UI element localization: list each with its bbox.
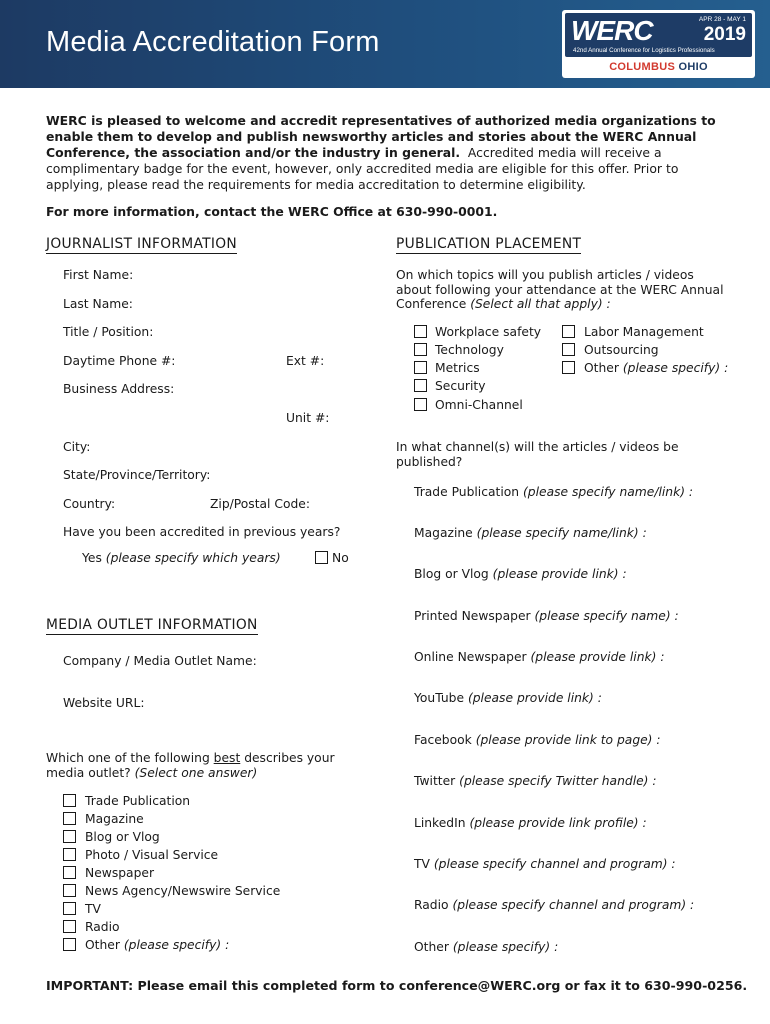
ext-label: Ext #:	[286, 354, 325, 368]
channel-label: Blog or Vlog	[414, 567, 489, 581]
topics-q-text: On which topics will you publish articles / videos about following your attendance at the WERC Annual Conference	[396, 268, 724, 311]
channel-note: (please provide link) :	[467, 691, 602, 705]
channel-note: (please provide link) :	[492, 567, 627, 581]
accredited-question: Have you been accredited in previous years?	[63, 525, 341, 539]
topic-label: Workplace safety	[435, 325, 542, 339]
channel-label: Radio	[414, 898, 449, 912]
channel-note: (please provide link profile) :	[469, 816, 647, 830]
yes-label: Yes	[82, 551, 102, 565]
topic-label: Security	[435, 379, 486, 393]
first-name-label: First Name:	[63, 268, 134, 282]
topic-checkbox-metrics[interactable]	[414, 361, 427, 374]
outlet-checkbox-radio[interactable]	[63, 920, 76, 933]
channel-note: (please specify Twitter handle) :	[459, 774, 657, 788]
channel-note: (please specify channel and program) :	[433, 857, 676, 871]
outlet-option-label: Blog or Vlog	[85, 830, 160, 844]
contact-line: For more information, contact the WERC Office at 630-990-0001.	[46, 204, 498, 219]
topic-checkbox-omni-channel[interactable]	[414, 398, 427, 411]
website-label: Website URL:	[63, 696, 145, 710]
channel-label: Printed Newspaper	[414, 609, 531, 623]
outlet-option-label: Magazine	[85, 812, 144, 826]
no-label: No	[332, 551, 349, 565]
outlet-checkbox-photo[interactable]	[63, 848, 76, 861]
media-outlet-heading: MEDIA OUTLET INFORMATION	[46, 617, 258, 633]
outlet-checkbox-newspaper[interactable]	[63, 866, 76, 879]
channel-label: YouTube	[414, 691, 465, 705]
channel-label: Online Newspaper	[414, 650, 527, 664]
topics-question	[396, 268, 726, 312]
logo-city	[565, 61, 752, 73]
topic-other-option	[584, 361, 728, 376]
important-note: IMPORTANT: Please email this completed form to conference@WERC.org or fax it to 630-990-0256.	[46, 978, 748, 993]
logo-dates: APR 28 - MAY 1	[698, 16, 746, 23]
topic-label: Outsourcing	[584, 343, 659, 357]
topic-other-note: (please specify) :	[622, 361, 729, 375]
channel-label: Trade Publication	[414, 485, 520, 499]
channel-linkedin	[414, 816, 647, 831]
channel-note: (please specify channel and program) :	[452, 898, 695, 912]
page-title: Media Accreditation Form	[46, 26, 380, 58]
channel-label: LinkedIn	[414, 816, 466, 830]
yes-note: (please specify which years)	[105, 551, 281, 565]
outlet-option-label: Radio	[85, 920, 120, 934]
publication-heading: PUBLICATION PLACEMENT	[396, 236, 582, 252]
outlet-option-other	[85, 938, 229, 953]
topic-checkbox-technology[interactable]	[414, 343, 427, 356]
werc-logo	[562, 10, 755, 78]
no-checkbox[interactable]	[315, 551, 328, 564]
outlet-other-label: Other	[85, 938, 120, 952]
country-label: Country:	[63, 497, 116, 511]
outlet-option-label: News Agency/Newswire Service	[85, 884, 281, 898]
channel-note: (please specify name/link) :	[476, 526, 647, 540]
channel-label: TV	[414, 857, 430, 871]
channel-label: Magazine	[414, 526, 473, 540]
city-label: City:	[63, 440, 91, 454]
business-address-label: Business Address:	[63, 382, 175, 396]
channel-other	[414, 940, 558, 955]
channel-radio	[414, 898, 694, 913]
channel-note: (please specify name) :	[534, 609, 679, 623]
topic-checkbox-workplace-safety[interactable]	[414, 325, 427, 338]
channel-youtube	[414, 691, 602, 706]
channel-note: (please specify) :	[452, 940, 559, 954]
topic-checkbox-other[interactable]	[562, 361, 575, 374]
best-q-word: best	[213, 751, 241, 765]
intro-paragraph	[46, 113, 726, 193]
logo-word: WERC	[571, 15, 653, 46]
topic-checkbox-labor-management[interactable]	[562, 325, 575, 338]
channel-online-newspaper	[414, 650, 664, 665]
outlet-checkbox-blog[interactable]	[63, 830, 76, 843]
logo-banner	[565, 13, 752, 57]
channel-magazine	[414, 526, 647, 541]
topic-label: Omni-Channel	[435, 398, 523, 412]
channel-note: (please provide link to page) :	[475, 733, 661, 747]
state-label: State/Province/Territory:	[63, 468, 211, 482]
outlet-checkbox-tv[interactable]	[63, 902, 76, 915]
channel-label: Other	[414, 940, 449, 954]
logo-city-name: COLUMBUS	[609, 61, 676, 73]
unit-label: Unit #:	[286, 411, 330, 425]
title-position-label: Title / Position:	[63, 325, 154, 339]
outlet-other-note: (please specify) :	[123, 938, 230, 952]
topic-other-label: Other	[584, 361, 619, 375]
company-label: Company / Media Outlet Name:	[63, 654, 257, 668]
channel-printed-newspaper	[414, 609, 679, 624]
channel-label: Twitter	[414, 774, 456, 788]
logo-year: 2019	[703, 24, 746, 45]
logo-tagline: 42nd Annual Conference for Logistics Professionals	[573, 47, 715, 54]
outlet-option-label: Trade Publication	[85, 794, 191, 808]
intro-bold: WERC is pleased to welcome and accredit representatives of authorized media organizations to enable them to develop and publish newsworthy articles and stories about the WERC Annual Conference, the association and/or the industry in general.	[46, 113, 716, 160]
topic-checkbox-security[interactable]	[414, 379, 427, 392]
zip-label: Zip/Postal Code:	[210, 497, 311, 511]
channel-blog	[414, 567, 627, 582]
outlet-checkbox-magazine[interactable]	[63, 812, 76, 825]
outlet-option-label: TV	[85, 902, 101, 916]
topic-label: Labor Management	[584, 325, 704, 339]
outlet-option-label: Newspaper	[85, 866, 154, 880]
topics-q-note: (Select all that apply) :	[470, 297, 611, 311]
channel-note: (please specify name/link) :	[522, 485, 694, 499]
intro-normal: Accredited media will receive a complimentary badge for the event, however, only accredited media are eligible for this offer. Prior to applying, please read the requirements for media accreditation to determine eligibility.	[46, 145, 679, 192]
logo-state-name: OHIO	[678, 61, 708, 73]
best-q-post: describes your media outlet?	[46, 751, 335, 780]
topic-label: Metrics	[435, 361, 480, 375]
channel-label: Facebook	[414, 733, 472, 747]
channel-facebook	[414, 733, 661, 748]
channel-trade-publication	[414, 485, 693, 500]
accredited-yes-option[interactable]	[82, 551, 281, 566]
last-name-label: Last Name:	[63, 297, 133, 311]
channel-twitter	[414, 774, 657, 789]
channel-note: (please provide link) :	[530, 650, 665, 664]
daytime-phone-label: Daytime Phone #:	[63, 354, 176, 368]
page-header	[0, 0, 770, 88]
best-q-note: (Select one answer)	[134, 765, 258, 780]
channel-tv	[414, 857, 676, 872]
outlet-checkbox-trade-publication[interactable]	[63, 794, 76, 807]
journalist-heading: JOURNALIST INFORMATION	[46, 236, 238, 252]
outlet-checkbox-other[interactable]	[63, 938, 76, 951]
outlet-checkbox-news-agency[interactable]	[63, 884, 76, 897]
best-describes-question	[46, 751, 376, 780]
outlet-option-label: Photo / Visual Service	[85, 848, 219, 862]
best-q-pre: Which one of the following	[46, 751, 214, 765]
channels-question: In what channel(s) will the articles / videos be published?	[396, 440, 679, 469]
topic-checkbox-outsourcing[interactable]	[562, 343, 575, 356]
topic-label: Technology	[435, 343, 504, 357]
